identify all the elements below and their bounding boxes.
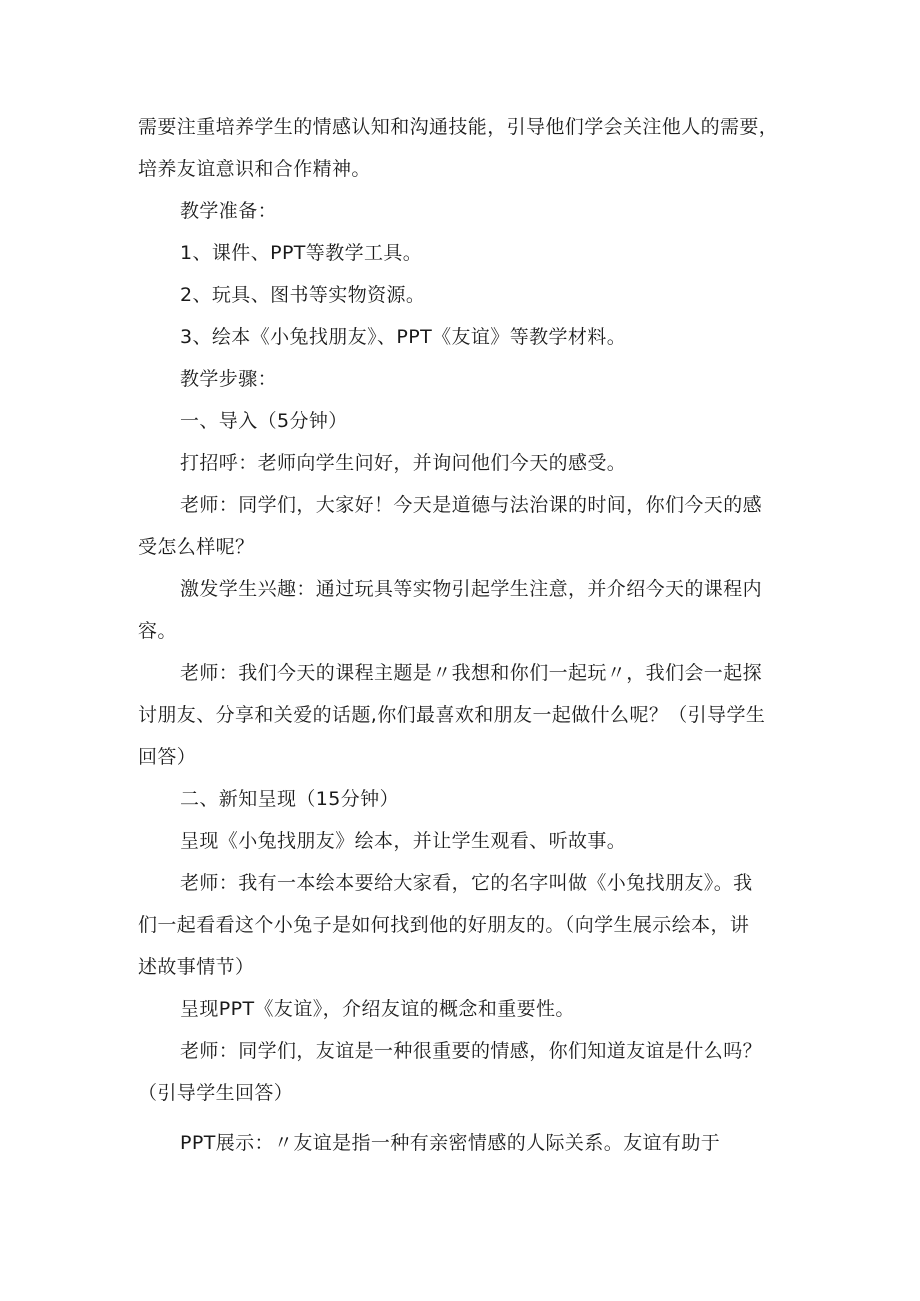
text-line: 1、课件、PPT等教学工具。	[180, 242, 423, 264]
paragraph-teacher-friendship	[138, 1030, 788, 1114]
paragraph-present-picture-book	[138, 820, 788, 862]
text-line: 3、绘本《小兔找朋友》、PPT《友谊》等教学材料。	[180, 326, 627, 348]
list-item-preparation-3	[138, 316, 788, 358]
text-line: 激发学生兴趣：通过玩具等实物引起学生注意，并介绍今天的课程内	[180, 578, 763, 600]
paragraph-greeting	[138, 442, 788, 484]
paragraph-present-ppt	[138, 988, 788, 1030]
text-line: 二、新知呈现（15分钟）	[180, 788, 399, 810]
heading-teaching-steps	[138, 358, 788, 400]
text-line: 呈现PPT《友谊》，介绍友谊的概念和重要性。	[180, 998, 575, 1020]
text-line: 教学准备：	[180, 200, 278, 222]
text-line: 回答）	[138, 746, 197, 768]
text-line: 老师：同学们，大家好！今天是道德与法治课的时间，你们今天的感	[180, 494, 763, 516]
paragraph-ppt-display	[138, 1122, 788, 1164]
paragraph-teacher-picture-book	[138, 862, 788, 988]
text-line: 培养友谊意识和合作精神。	[138, 158, 371, 180]
list-item-preparation-1	[138, 232, 788, 274]
text-line: 讨朋友、分享和关爱的话题,你们最喜欢和朋友一起做什么呢？（引导学生	[138, 704, 766, 726]
text-line: （引导学生回答）	[138, 1082, 294, 1104]
text-line: 老师：我们今天的课程主题是〃我想和你们一起玩〃，我们会一起探	[180, 662, 763, 684]
paragraph-teacher-greeting	[138, 484, 788, 568]
heading-section-introduction	[138, 400, 788, 442]
heading-teaching-preparation	[138, 190, 788, 232]
text-line: 老师：同学们，友谊是一种很重要的情感，你们知道友谊是什么吗？	[180, 1040, 763, 1062]
text-line: 容。	[138, 620, 177, 642]
text-line: 受怎么样呢？	[138, 536, 255, 558]
text-line: 呈现《小兔找朋友》绘本，并让学生观看、听故事。	[180, 830, 627, 852]
text-line: 们一起看看这个小兔子是如何找到他的好朋友的。（向学生展示绘本，讲	[138, 914, 750, 936]
text-line: 2、玩具、图书等实物资源。	[180, 284, 426, 306]
paragraph-intro-continuation	[138, 106, 788, 190]
text-line: 需要注重培养学生的情感认知和沟通技能，引导他们学会关注他人的需要，	[138, 116, 779, 138]
text-line: 老师：我有一本绘本要给大家看，它的名字叫做《小兔找朋友》。我	[180, 872, 753, 894]
list-item-preparation-2	[138, 274, 788, 316]
paragraph-teacher-topic	[138, 652, 788, 778]
text-line: 一、导入（5分钟）	[180, 410, 348, 432]
paragraph-stimulate-interest	[138, 568, 788, 652]
text-line: 打招呼：老师向学生问好，并询问他们今天的感受。	[180, 452, 627, 474]
text-line: PPT展示：〃友谊是指一种有亲密情感的人际关系。友谊有助于	[180, 1132, 721, 1154]
text-line: 述故事情节）	[138, 956, 255, 978]
text-line: 教学步骤：	[180, 368, 278, 390]
heading-section-new-knowledge	[138, 778, 788, 820]
